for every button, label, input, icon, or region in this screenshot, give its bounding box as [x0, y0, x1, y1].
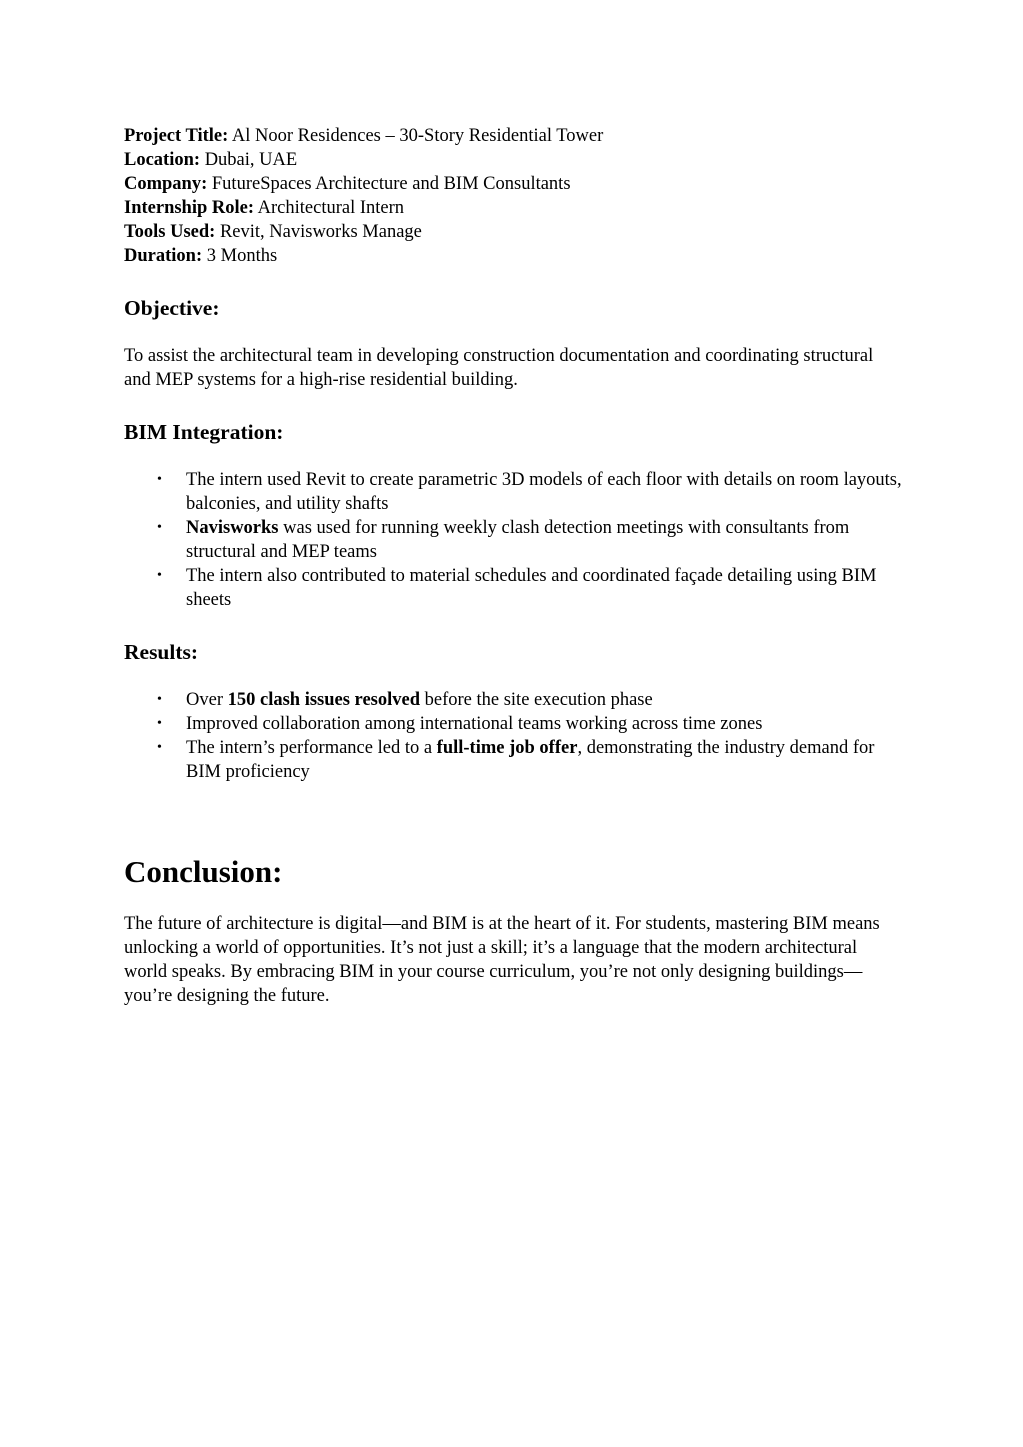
item-text: The intern also contributed to material schedules and coordinated façade detailing using BIM sheets [186, 566, 877, 610]
bim-integration-list [124, 468, 904, 612]
results-list [124, 688, 904, 784]
meta-label: Tools Used: [124, 222, 216, 242]
meta-tools-used [124, 220, 904, 244]
list-item [124, 516, 904, 564]
bullet-icon: • [157, 472, 162, 487]
results-heading: Results: [124, 640, 199, 664]
bullet-icon: • [157, 520, 162, 535]
item-text: Improved collaboration among international teams working across time zones [186, 714, 763, 734]
item-text-after: was used for running weekly clash detection meetings with consultants from structural and MEP teams [186, 518, 850, 562]
item-text: Over [186, 690, 228, 710]
item-text-after: , demonstrating the industry demand for BIM proficiency [186, 738, 875, 782]
meta-label: Duration: [124, 246, 203, 266]
document-page [124, 124, 904, 1008]
list-item [124, 712, 904, 736]
list-item [124, 688, 904, 712]
item-bold-text: Navisworks [186, 518, 279, 538]
list-item [124, 564, 904, 612]
conclusion-text: The future of architecture is digital—and BIM is at the heart of it. For students, mastering BIM means unlocking a world of opportunities. It’s not just a skill; it’s a language that the modern architectural world speaks. By embracing BIM in your course curriculum, you’re not only designing buildings—you’re designing the future. [124, 914, 880, 1006]
objective-heading: Objective: [124, 296, 220, 320]
meta-label: Company: [124, 174, 208, 194]
meta-value: Architectural Intern [254, 198, 405, 218]
meta-value: Al Noor Residences – 30-Story Residential Tower [228, 126, 604, 146]
item-bold-text: 150 clash issues resolved [227, 690, 420, 710]
meta-project-title [124, 124, 904, 148]
meta-duration [124, 244, 904, 268]
bim-integration-heading: BIM Integration: [124, 420, 284, 444]
item-text-after: before the site execution phase [420, 690, 653, 710]
meta-value: Revit, Navisworks Manage [215, 222, 422, 242]
meta-label: Location: [124, 150, 201, 170]
bullet-icon: • [157, 692, 162, 707]
meta-label: Internship Role: [124, 198, 255, 218]
list-item [124, 468, 904, 516]
conclusion-heading: Conclusion: [124, 854, 283, 889]
meta-value: FutureSpaces Architecture and BIM Consultants [207, 174, 571, 194]
item-text: The intern used Revit to create parametric 3D models of each floor with details on room layouts, balconies, and utility shafts [186, 470, 902, 514]
project-meta [124, 124, 904, 268]
meta-internship-role [124, 196, 904, 220]
meta-value: 3 Months [202, 246, 278, 266]
meta-label: Project Title: [124, 126, 229, 146]
item-text: The intern’s performance led to a [186, 738, 437, 758]
bullet-icon: • [157, 568, 162, 583]
meta-location [124, 148, 904, 172]
meta-company [124, 172, 904, 196]
item-bold-text: full-time job offer [436, 738, 578, 758]
bullet-icon: • [157, 740, 162, 755]
bullet-icon: • [157, 716, 162, 731]
objective-text: To assist the architectural team in developing construction documentation and coordinating structural and MEP systems for a high-rise residential building. [124, 346, 874, 390]
meta-value: Dubai, UAE [200, 150, 298, 170]
list-item [124, 736, 904, 784]
